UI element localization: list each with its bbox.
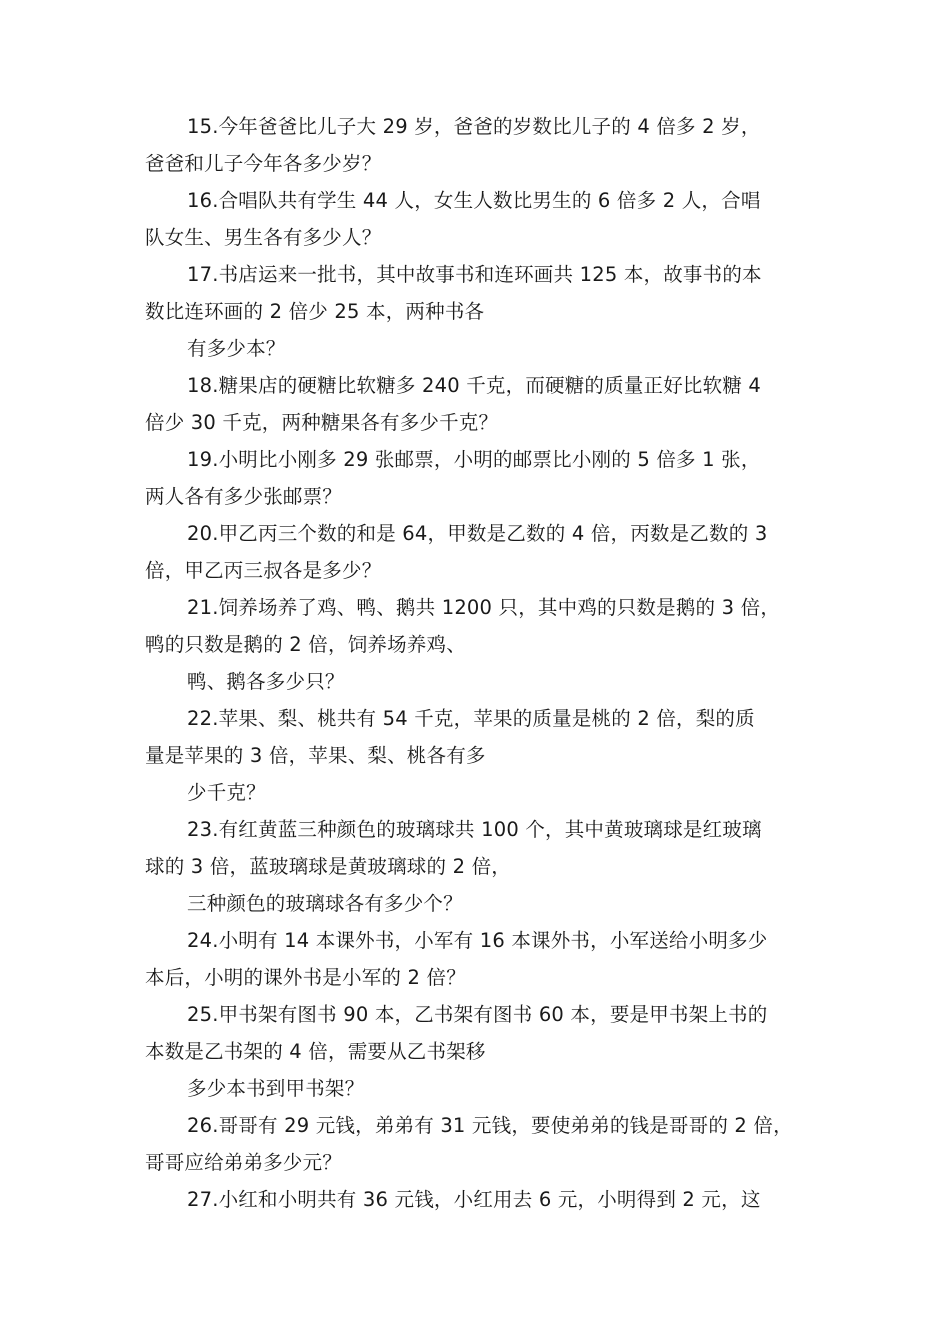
problem-16-line-1: 16.合唱队共有学生 44 人，女生人数比男生的 6 倍多 2 人，合唱: [187, 189, 761, 212]
problem-20-line-1: 20.甲乙丙三个数的和是 64，甲数是乙数的 4 倍，丙数是乙数的 3: [187, 522, 768, 545]
problem-23-line-3: 三种颜色的玻璃球各有多少个？: [187, 892, 463, 915]
problem-22-line-2: 量是苹果的 3 倍，苹果、梨、桃各有多: [145, 744, 486, 767]
problem-15-line-2: 爸爸和儿子今年各多少岁？: [145, 152, 382, 175]
problem-16-line-2: 队女生、男生各有多少人？: [145, 226, 382, 249]
problem-15-line-1: 15.今年爸爸比儿子大 29 岁，爸爸的岁数比儿子的 4 倍多 2 岁，: [187, 115, 761, 138]
problem-17-line-3: 有多少本？: [187, 337, 286, 360]
problem-21-line-2: 鸭的只数是鹅的 2 倍，饲养场养鸡、: [145, 633, 466, 656]
problem-22-line-3: 少千克？: [187, 781, 266, 804]
problem-24-line-1: 24.小明有 14 本课外书，小军有 16 本课外书，小军送给小明多少: [187, 929, 768, 952]
problem-25-line-2: 本数是乙书架的 4 倍，需要从乙书架移: [145, 1040, 486, 1063]
problem-26-line-2: 哥哥应给弟弟多少元？: [145, 1151, 343, 1174]
problem-19-line-1: 19.小明比小刚多 29 张邮票，小明的邮票比小刚的 5 倍多 1 张，: [187, 448, 761, 471]
problem-18-line-2: 倍少 30 千克，两种糖果各有多少千克？: [145, 411, 499, 434]
problem-21-line-3: 鸭、鹅各多少只？: [187, 670, 345, 693]
problem-21-line-1: 21.饲养场养了鸡、鸭、鹅共 1200 只，其中鸡的只数是鹅的 3 倍，: [187, 596, 781, 619]
problem-22-line-1: 22.苹果、梨、桃共有 54 千克，苹果的质量是桃的 2 倍，梨的质: [187, 707, 755, 730]
problem-23-line-1: 23.有红黄蓝三种颜色的玻璃球共 100 个，其中黄玻璃球是红玻璃: [187, 818, 762, 841]
problem-17-line-2: 数比连环画的 2 倍少 25 本，两种书各: [145, 300, 485, 323]
problem-18-line-1: 18.糖果店的硬糖比软糖多 240 千克，而硬糖的质量正好比软糖 4: [187, 374, 762, 397]
problem-26-line-1: 26.哥哥有 29 元钱，弟弟有 31 元钱，要使弟弟的钱是哥哥的 2 倍，: [187, 1114, 793, 1137]
problem-17-line-1: 17.书店运来一批书，其中故事书和连环画共 125 本，故事书的本: [187, 263, 762, 286]
document-page: [145, 108, 835, 1218]
problem-23-line-2: 球的 3 倍，蓝玻璃球是黄玻璃球的 2 倍，: [145, 855, 512, 878]
problem-25-line-3: 多少本书到甲书架？: [187, 1077, 365, 1100]
problem-19-line-2: 两人各有多少张邮票？: [145, 485, 343, 508]
problem-24-line-2: 本后，小明的课外书是小军的 2 倍？: [145, 966, 466, 989]
problem-27-line-1: 27.小红和小明共有 36 元钱，小红用去 6 元，小明得到 2 元，这: [187, 1188, 761, 1211]
problem-25-line-1: 25.甲书架有图书 90 本，乙书架有图书 60 本，要是甲书架上书的: [187, 1003, 768, 1026]
problem-20-line-2: 倍，甲乙丙三叔各是多少？: [145, 559, 382, 582]
